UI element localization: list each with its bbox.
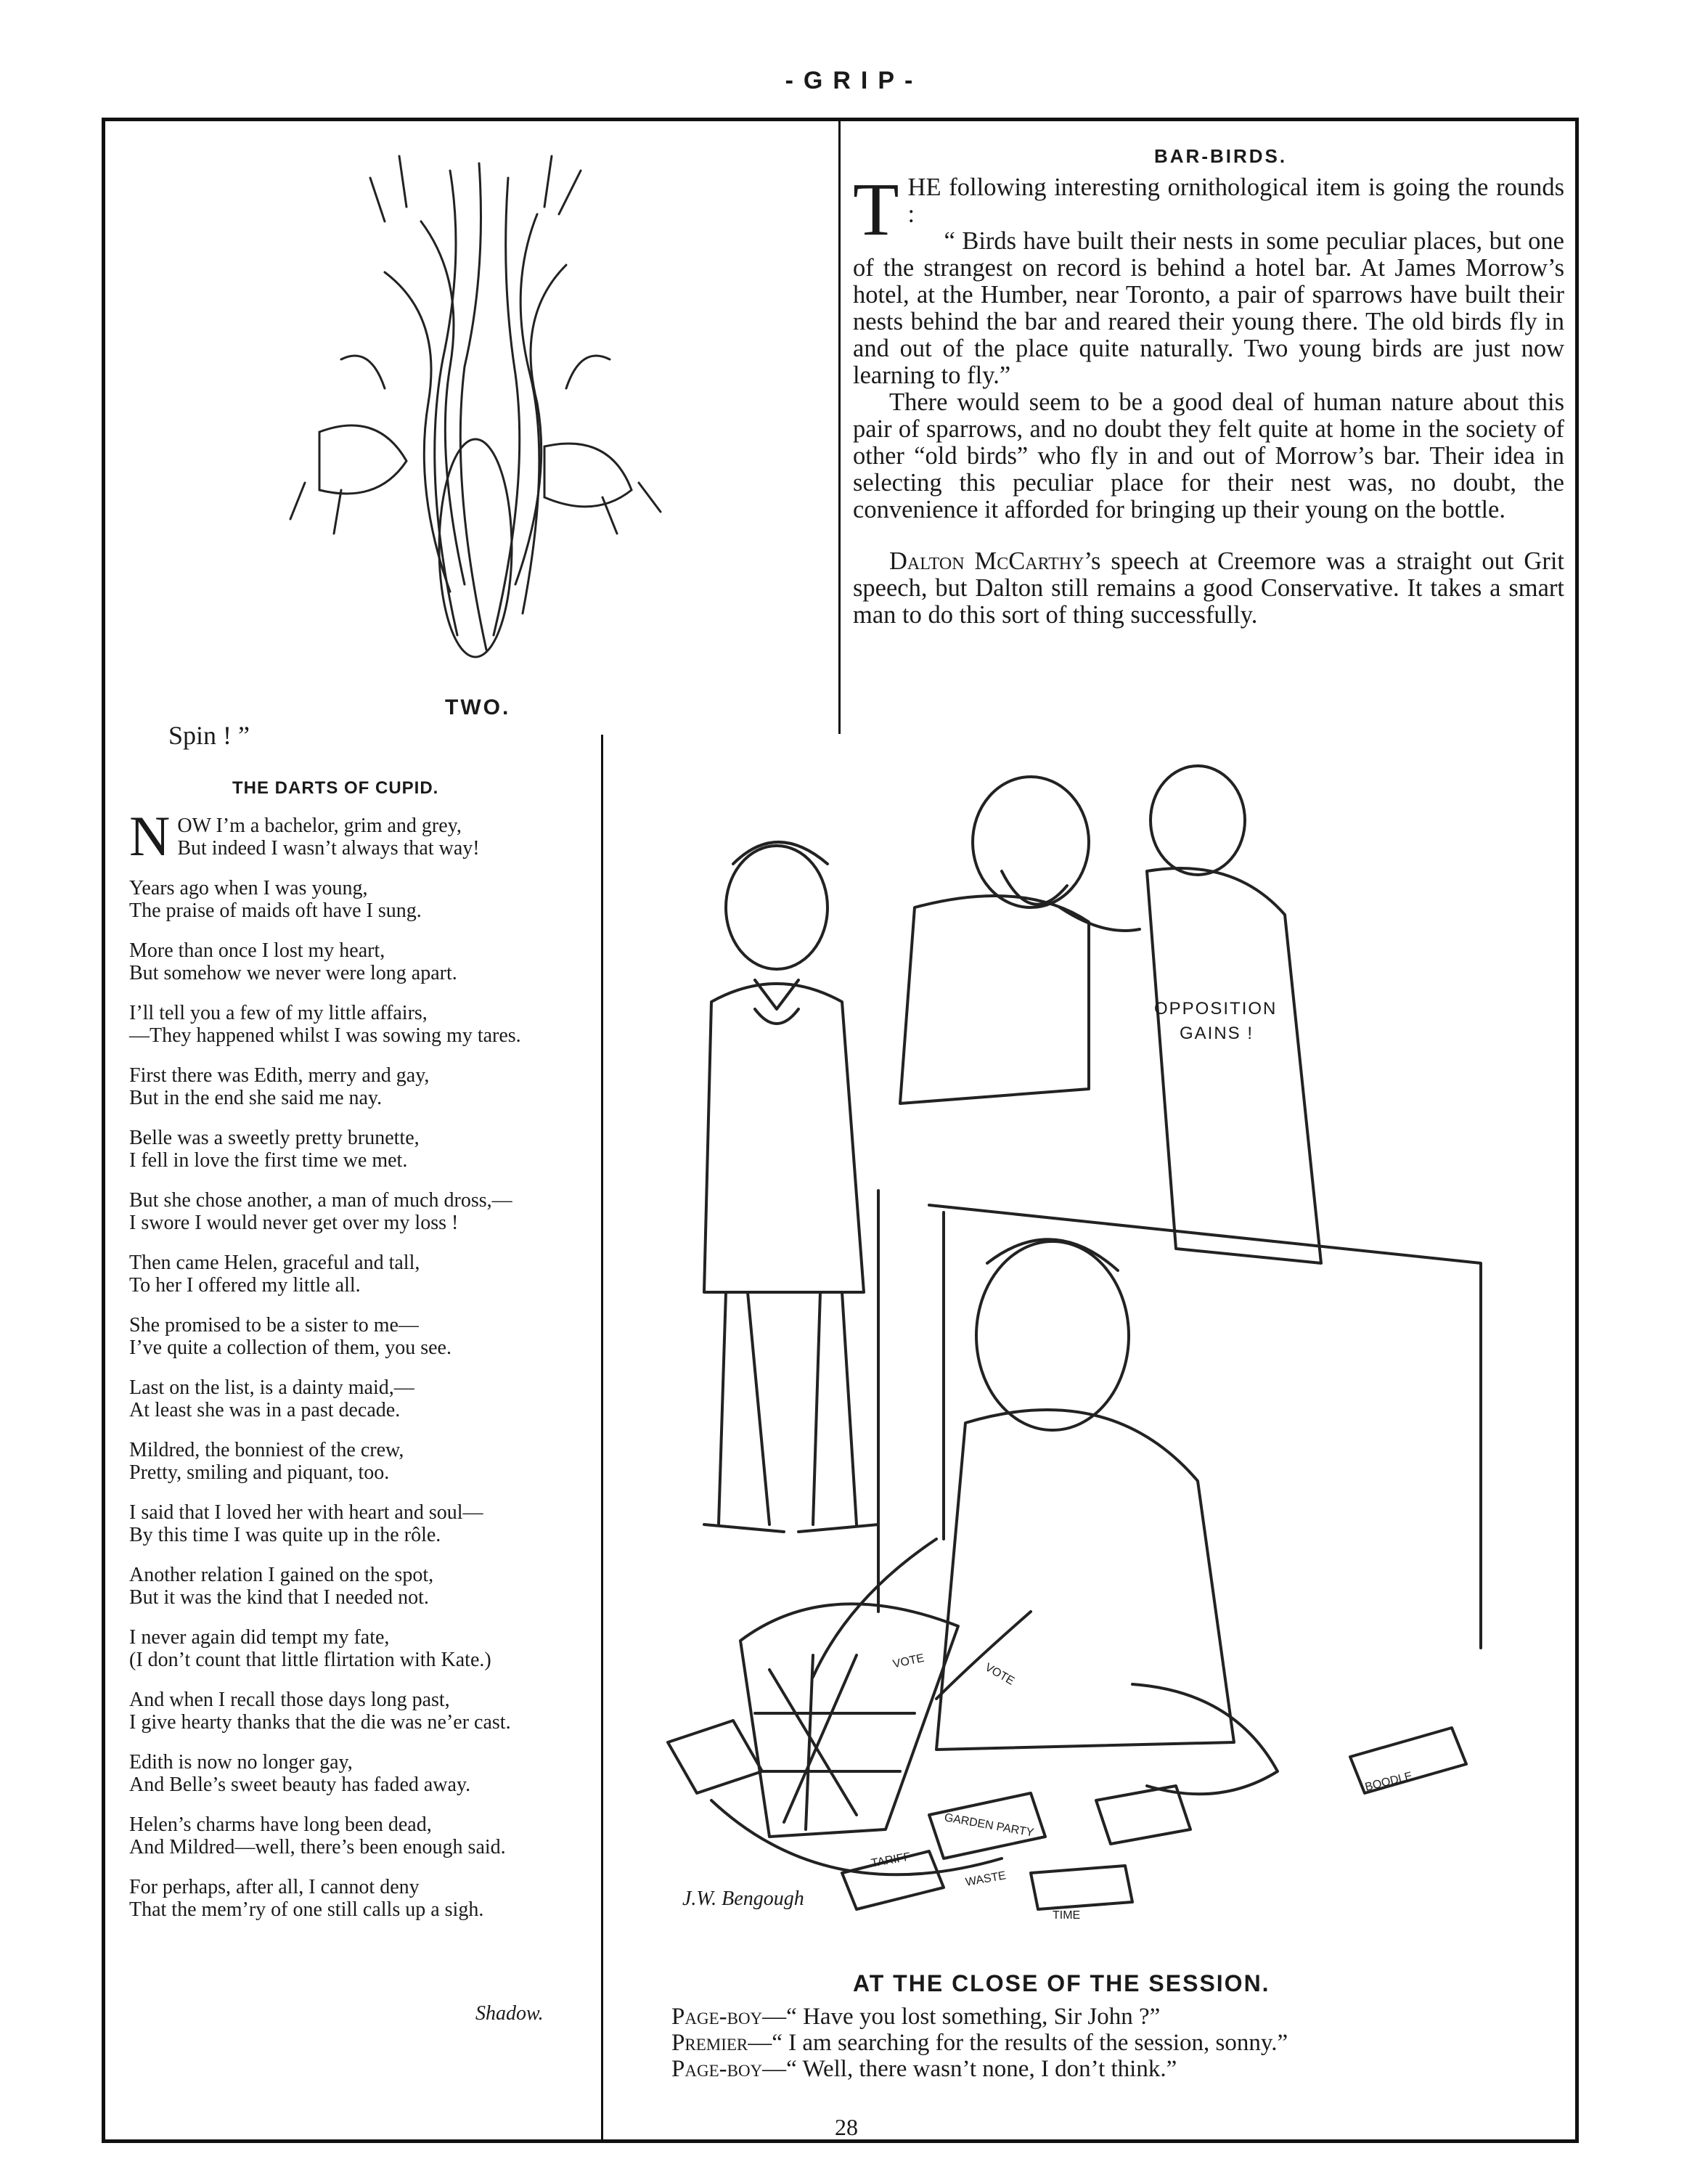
poem-line: I swore I would never get over my loss ! [129, 1212, 459, 1234]
poem-line: —They happened whilst I was sowing my tares. [129, 1024, 521, 1047]
poem-stanza [129, 1127, 594, 1172]
bar-birds-p1: HE following interesting ornithological item is going the rounds : [907, 174, 1564, 228]
poem-line: But indeed I wasn’t always that way! [177, 837, 480, 860]
poem-stanza [129, 1689, 594, 1734]
poem-line: And Belle’s sweet beauty has faded away. [129, 1774, 471, 1796]
poem-line: The praise of maids oft have I sung. [129, 899, 422, 922]
caption-speaker: Premier [671, 2030, 748, 2056]
bar-birds-p3: There would seem to be a good deal of human nature about this pair of sparrows, and no doubt they felt quite at home in the society of other “old birds” who fly in and out of Morrow’s bar. Their idea in selecting this peculiar place for their nest was, no doubt, the convenience it afforded for bringing up their young on the bottle. [853, 388, 1564, 523]
poem-line: Another relation I gained on the spot, [129, 1564, 434, 1586]
poem-line: By this time I was quite up in the rôle. [129, 1524, 441, 1546]
caption-text: —“ Have you lost something, Sir John ?” [762, 2004, 1161, 2030]
poem-line: But she chose another, a man of much dross,— [129, 1189, 512, 1212]
cartoon-paper-label: WASTE [964, 1869, 1008, 1889]
poem-line: But it was the kind that I needed not. [129, 1586, 429, 1609]
bar-birds-p4: ’s speech at Creemore was a straight out Grit speech, but Dalton still remains a good Conservative. It takes a smart man to do this sort of thing successfully. [853, 547, 1564, 629]
poem-stanza [129, 1064, 594, 1109]
poem-drop-cap: N [129, 804, 171, 868]
poem-stanza [129, 1439, 594, 1484]
caption-line [671, 2030, 1564, 2056]
caption-line [671, 2004, 1564, 2030]
poem-line: And Mildred—well, there’s been enough said. [129, 1836, 506, 1858]
poem-line: I’ve quite a collection of them, you see. [129, 1336, 451, 1359]
cartoon-paper-label: GARDEN PARTY [943, 1811, 1035, 1840]
poem-line: Belle was a sweetly pretty brunette, [129, 1127, 420, 1149]
session-cartoon [624, 740, 1561, 1960]
cartoon-caption-title: AT THE CLOSE OF THE SESSION. [853, 1970, 1270, 1996]
poem-line: Pretty, smiling and piquant, too. [129, 1461, 390, 1484]
poem-stanza [129, 877, 594, 922]
cartoon-caption [671, 2004, 1564, 2082]
bar-birds-article [853, 168, 1564, 629]
poem-stanza [129, 1564, 594, 1609]
poem-line: She promised to be a sister to me— [129, 1314, 419, 1336]
bar-birds-p4-name: Dalton McCarthy [889, 547, 1084, 575]
poem-line: I give hearty thanks that the die was ne’er cast. [129, 1711, 511, 1734]
poem-stanza [129, 1002, 594, 1047]
poem-stanza [129, 804, 594, 868]
poem-stanza [129, 1626, 594, 1671]
bar-birds-drop-cap: T [853, 168, 899, 251]
poem-line: I’ll tell you a few of my little affairs, [129, 1002, 428, 1024]
cartoon-paper-label: BOODLE [1363, 1770, 1414, 1794]
poem-stanza [129, 1376, 594, 1421]
poem-line: Helen’s charms have long been dead, [129, 1813, 432, 1836]
two-caption: TWO. [445, 695, 511, 719]
poem-stanza [129, 1876, 594, 1921]
poem-line: That the mem’ry of one still calls up a sigh. [129, 1898, 484, 1921]
poem-line: (I don’t count that little flirtation with Kate.) [129, 1649, 491, 1671]
poem-title: THE DARTS OF CUPID. [232, 778, 439, 798]
bar-birds-p2: “ Birds have built their nests in some peculiar places, but one of the strangest on record is behind a hotel bar. At James Morrow’s hotel, at the Humber, near Toronto, a pair of sparrows have built their nests behind the bar and reared their young there. The old birds fly in and out of the place quite naturally. Two young birds are just now learning to fly.” [853, 227, 1564, 389]
poem-line: To her I offered my little all. [129, 1274, 361, 1297]
cartoon-artist-signature: J.W. Bengough [682, 1887, 804, 1910]
poem-line: Edith is now no longer gay, [129, 1751, 353, 1774]
bar-birds-title: BAR-BIRDS. [1154, 145, 1288, 167]
poem-stanza [129, 1751, 594, 1796]
cartoon-speech-label-1: OPPOSITION [1154, 999, 1278, 1019]
cartoon-paper-label: TARIFF [870, 1850, 912, 1870]
poem-line: I said that I loved her with heart and soul— [129, 1501, 483, 1524]
page-number: 28 [835, 2114, 858, 2140]
poem-stanza [129, 1813, 594, 1858]
poem-line: More than once I lost my heart, [129, 939, 385, 962]
poem-line: But somehow we never were long apart. [129, 962, 457, 984]
poem-stanza [129, 939, 594, 984]
poem-line: At least she was in a past decade. [129, 1399, 401, 1421]
caption-speaker: Page-boy [671, 2056, 763, 2082]
column-divider-left [601, 735, 603, 2140]
caption-text: —“ Well, there wasn’t none, I don’t think.” [762, 2056, 1177, 2082]
two-sketch [276, 142, 682, 679]
cartoon-paper-label: TIME [1053, 1909, 1081, 1922]
caption-line [671, 2056, 1564, 2082]
poem-line: Last on the list, is a dainty maid,— [129, 1376, 414, 1399]
poem-line: I fell in love the first time we met. [129, 1149, 408, 1172]
poem-line: Mildred, the bonniest of the crew, [129, 1439, 404, 1461]
caption-text: —“ I am searching for the results of the session, sonny.” [748, 2030, 1288, 2056]
poem-line: First there was Edith, merry and gay, [129, 1064, 430, 1087]
cartoon-drawing [624, 740, 1561, 1960]
poem-line: And when I recall those days long past, [129, 1689, 450, 1711]
poem-stanza [129, 1252, 594, 1297]
poem-line: For perhaps, after all, I cannot deny [129, 1876, 420, 1898]
poem-stanza [129, 1501, 594, 1546]
cartoon-paper-label: VOTE [982, 1661, 1017, 1688]
poem-line: I never again did tempt my fate, [129, 1626, 390, 1649]
poem-stanza [129, 1189, 594, 1234]
poem-signature: Shadow. [475, 2002, 544, 2025]
caption-speaker: Page-boy [671, 2004, 763, 2030]
poem-line: Then came Helen, graceful and tall, [129, 1252, 420, 1274]
masthead: -GRIP- [785, 67, 923, 94]
poem-line: Years ago when I was young, [129, 877, 368, 899]
spin-fragment: Spin ! ” [168, 721, 250, 750]
cartoon-speech-label-2: GAINS ! [1180, 1024, 1254, 1043]
poem-line: OW I’m a bachelor, grim and grey, [177, 815, 462, 837]
column-divider-top [838, 121, 841, 734]
cartoon-paper-label: VOTE [891, 1652, 925, 1671]
poem-body [129, 804, 594, 1938]
poem-line: But in the end she said me nay. [129, 1087, 383, 1109]
poem-stanza [129, 1314, 594, 1359]
two-illustration [276, 142, 682, 679]
